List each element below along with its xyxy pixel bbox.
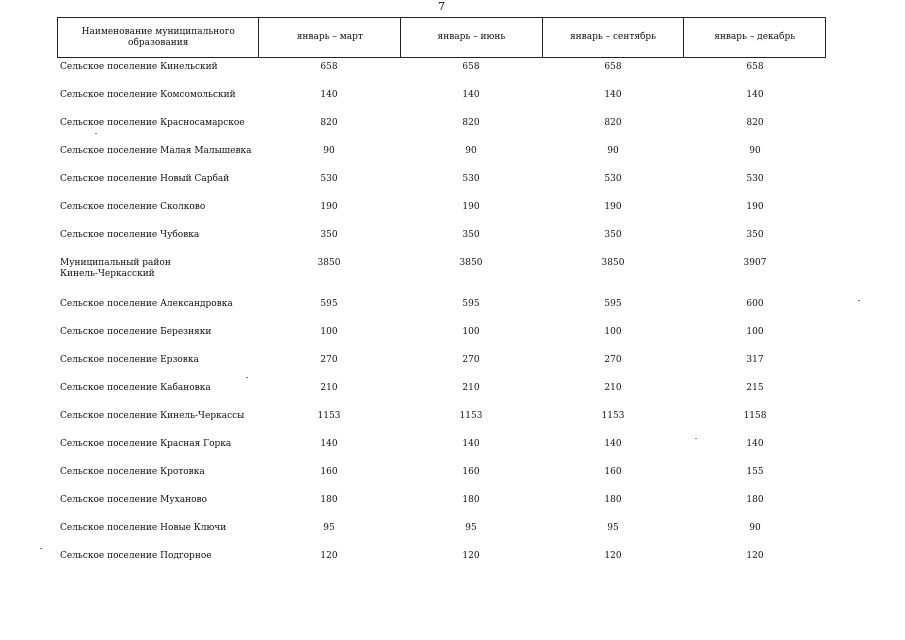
- value-cell: 270: [462, 355, 480, 365]
- municipality-name: Сельское поселение Чубовка: [60, 230, 200, 240]
- value-cell: 595: [462, 299, 480, 309]
- value-cell: 90: [749, 146, 761, 156]
- scan-speck: [95, 133, 97, 134]
- value-cell: 658: [746, 62, 764, 72]
- municipality-name: Сельское поселение Березняки: [60, 327, 212, 337]
- value-cell: 350: [746, 230, 764, 240]
- value-cell: 100: [746, 327, 764, 337]
- value-cell: 530: [746, 174, 764, 184]
- value-cell: 3850: [317, 258, 341, 268]
- value-cell: 100: [462, 327, 480, 337]
- value-cell: 120: [320, 551, 338, 561]
- value-cell: 270: [604, 355, 622, 365]
- header-period-q1: январь – март: [258, 18, 400, 57]
- table-row: [57, 142, 826, 170]
- value-cell: 3850: [459, 258, 483, 268]
- table-row: [57, 295, 826, 323]
- table-row: [57, 198, 826, 226]
- value-cell: 140: [604, 439, 622, 449]
- table-row: [57, 435, 826, 463]
- table-row: [57, 351, 826, 379]
- value-cell: 100: [320, 327, 338, 337]
- value-cell: 658: [462, 62, 480, 72]
- value-cell: 1153: [601, 411, 625, 421]
- value-cell: 95: [323, 523, 335, 533]
- value-cell: 658: [320, 62, 338, 72]
- scan-speck: [40, 548, 42, 549]
- value-cell: 350: [604, 230, 622, 240]
- municipality-name: Сельское поселение Комсомольский: [60, 90, 236, 100]
- value-cell: 90: [465, 146, 477, 156]
- municipality-name: Сельское поселение Александровка: [60, 299, 233, 309]
- value-cell: 530: [604, 174, 622, 184]
- value-cell: 160: [320, 467, 338, 477]
- value-cell: 317: [746, 355, 764, 365]
- value-cell: 140: [462, 439, 480, 449]
- value-cell: 95: [465, 523, 477, 533]
- municipality-name: Сельское поселение Кабановка: [60, 383, 211, 393]
- table-row: [57, 379, 826, 407]
- value-cell: 595: [604, 299, 622, 309]
- table-row: [57, 114, 826, 142]
- value-cell: 215: [746, 383, 764, 393]
- value-cell: 120: [462, 551, 480, 561]
- scan-speck: [858, 300, 860, 301]
- municipality-name: Сельское поселение Сколково: [60, 202, 206, 212]
- value-cell: 658: [604, 62, 622, 72]
- value-cell: 530: [320, 174, 338, 184]
- value-cell: 210: [462, 383, 480, 393]
- table-row: [57, 58, 826, 86]
- value-cell: 140: [746, 90, 764, 100]
- value-cell: 160: [604, 467, 622, 477]
- value-cell: 90: [607, 146, 619, 156]
- municipality-name: Сельское поселение Красная Горка: [60, 439, 232, 449]
- value-cell: 190: [746, 202, 764, 212]
- value-cell: 820: [320, 118, 338, 128]
- value-cell: 160: [462, 467, 480, 477]
- value-cell: 155: [746, 467, 764, 477]
- value-cell: 180: [320, 495, 338, 505]
- value-cell: 140: [320, 90, 338, 100]
- table-row: [57, 547, 826, 575]
- value-cell: 120: [746, 551, 764, 561]
- value-cell: 3850: [601, 258, 625, 268]
- value-cell: 180: [462, 495, 480, 505]
- table-header: [57, 17, 826, 58]
- value-cell: 210: [320, 383, 338, 393]
- table-row: [57, 254, 826, 295]
- header-period-9m: январь – сентябрь: [542, 18, 684, 57]
- municipality-name: Сельское поселение Новый Сарбай: [60, 174, 230, 184]
- value-cell: 190: [320, 202, 338, 212]
- value-cell: 595: [320, 299, 338, 309]
- value-cell: 350: [462, 230, 480, 240]
- header-period-h1: январь – июнь: [400, 18, 542, 57]
- municipality-name: Сельское поселение Кинельский: [60, 62, 218, 72]
- value-cell: 1158: [743, 411, 767, 421]
- header-municipality: Наименование муниципального образования: [81, 26, 235, 48]
- municipality-name: Сельское поселение Малая Малышевка: [60, 146, 252, 156]
- value-cell: 90: [323, 146, 335, 156]
- value-cell: 140: [746, 439, 764, 449]
- value-cell: 1153: [459, 411, 483, 421]
- value-cell: 1153: [317, 411, 341, 421]
- municipality-name: Муниципальный район Кинель-Черкасский: [60, 258, 171, 279]
- municipality-name: Сельское поселение Муханово: [60, 495, 207, 505]
- municipality-name: Сельское поселение Подгорное: [60, 551, 212, 561]
- value-cell: 180: [604, 495, 622, 505]
- municipality-name: Сельское поселение Красносамарское: [60, 118, 245, 128]
- value-cell: 820: [746, 118, 764, 128]
- table-row: [57, 170, 826, 198]
- table-row: [57, 407, 826, 435]
- value-cell: 95: [607, 523, 619, 533]
- value-cell: 140: [604, 90, 622, 100]
- value-cell: 140: [462, 90, 480, 100]
- value-cell: 3907: [743, 258, 767, 268]
- scan-speck: [246, 377, 248, 378]
- table-row: [57, 463, 826, 491]
- table-row: [57, 86, 826, 114]
- municipality-name: Сельское поселение Кинель-Черкассы: [60, 411, 245, 421]
- value-cell: 190: [462, 202, 480, 212]
- municipality-name: Сельское поселение Ерзовка: [60, 355, 199, 365]
- value-cell: 90: [749, 523, 761, 533]
- value-cell: 820: [462, 118, 480, 128]
- value-cell: 190: [604, 202, 622, 212]
- value-cell: 140: [320, 439, 338, 449]
- value-cell: 600: [746, 299, 764, 309]
- table-row: [57, 323, 826, 351]
- table-row: [57, 226, 826, 254]
- value-cell: 270: [320, 355, 338, 365]
- table-body: [57, 58, 826, 575]
- header-period-year: январь – декабрь: [683, 18, 825, 57]
- value-cell: 210: [604, 383, 622, 393]
- municipality-name: Сельское поселение Новые Ключи: [60, 523, 227, 533]
- value-cell: 350: [320, 230, 338, 240]
- value-cell: 530: [462, 174, 480, 184]
- page-number: 7: [438, 0, 445, 13]
- scan-speck: [695, 438, 697, 439]
- value-cell: 120: [604, 551, 622, 561]
- value-cell: 820: [604, 118, 622, 128]
- value-cell: 100: [604, 327, 622, 337]
- table-row: [57, 491, 826, 519]
- table-row: [57, 519, 826, 547]
- value-cell: 180: [746, 495, 764, 505]
- municipality-name: Сельское поселение Кротовка: [60, 467, 205, 477]
